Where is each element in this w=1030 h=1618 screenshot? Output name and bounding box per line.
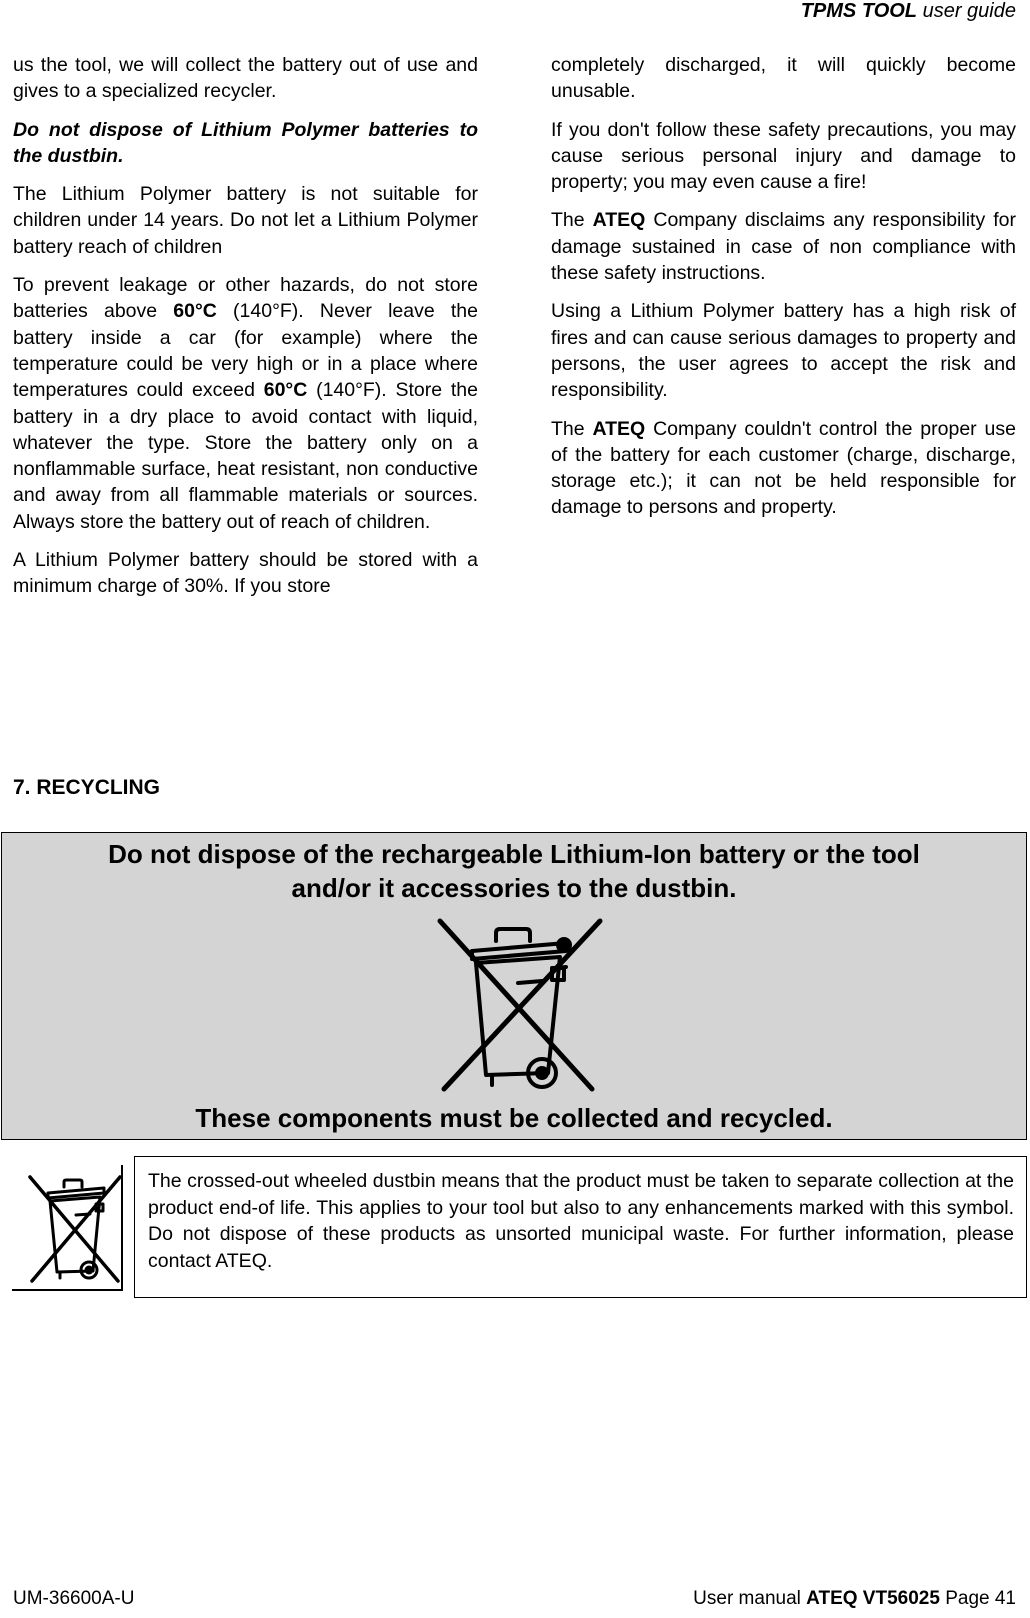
page-header — [801, 0, 1016, 23]
paragraph: The ATEQ Company couldn't control the proper use of the battery for each customer (charge, discharge, storage etc.); it can not be held responsible for damage to persons and property. — [551, 417, 1016, 519]
header-subtitle: user guide — [917, 0, 1016, 22]
recycling-warning-box — [1, 832, 1027, 1140]
warning-footer: These components must be collected and recycled. — [195, 1103, 833, 1133]
page-footer: User manual ATEQ VT56025 Page 41 — [693, 1588, 1016, 1609]
page-number: Page 41 — [939, 1588, 1016, 1609]
paragraph: completely discharged, it will quickly become unusable. — [551, 54, 1016, 103]
crossed-out-wheeled-bin-icon — [434, 913, 604, 1093]
right-column — [551, 52, 1016, 533]
product-name: ATEQ VT56025 — [806, 1588, 940, 1609]
paragraph: A Lithium Polymer battery should be stored with a minimum charge of 30%. If you store — [13, 549, 478, 598]
paragraph: The ATEQ Company disclaims any responsibility for damage sustained in case of non compliance with these safety instructions. — [551, 209, 1016, 285]
paragraph: The Lithium Polymer battery is not suitable for children under 14 years. Do not let a Lithium Polymer battery reach of children — [13, 183, 478, 258]
warning-paragraph: Do not dispose of Lithium Polymer batteries to the dustbin. — [13, 118, 478, 167]
paragraph: To prevent leakage or other hazards, do not store batteries above 60°C (140°F). Never leave the battery inside a car (for example) where the temperature could be very high or in a place where temperatures could exceed 60°C (140°F). Store the battery in a dry place to avoid contact with liquid, whatever the type. Store the battery only on a nonflammable surface, heat resistant, non conductive and away from all flammable materials or sources. Always store the battery out of reach of children. — [13, 274, 478, 533]
paragraph: us the tool, we will collect the battery out of use and gives to a specialized recycler. — [13, 54, 478, 103]
warning-title: Do not dispose of the rechargeable Lithium-Ion battery or the tool and/or it accessories to the dustbin. — [108, 839, 920, 903]
symbol-frame — [12, 1165, 123, 1291]
left-column — [13, 52, 478, 612]
crossed-out-wheeled-bin-icon — [26, 1173, 124, 1285]
paragraph: Using a Lithium Polymer battery has a high risk of fires and can cause serious damages to property and persons, the user agrees to accept the risk and responsibility. — [551, 300, 1016, 402]
document-code: UM-36600A-U — [13, 1588, 135, 1609]
paragraph: If you don't follow these safety precautions, you may cause serious personal injury and damage to property; you may even cause a fire! — [551, 118, 1016, 194]
recycling-note: The crossed-out wheeled dustbin means that the product must be taken to separate collection at the product end-of life. This applies to your tool but also to any enhancements marked with this symbol. Do not dispose of these products as unsorted municipal waste. For further information, please contact ATEQ. — [134, 1156, 1027, 1298]
section-title: 7. RECYCLING — [13, 776, 161, 799]
header-title: TPMS TOOL — [800, 0, 918, 22]
